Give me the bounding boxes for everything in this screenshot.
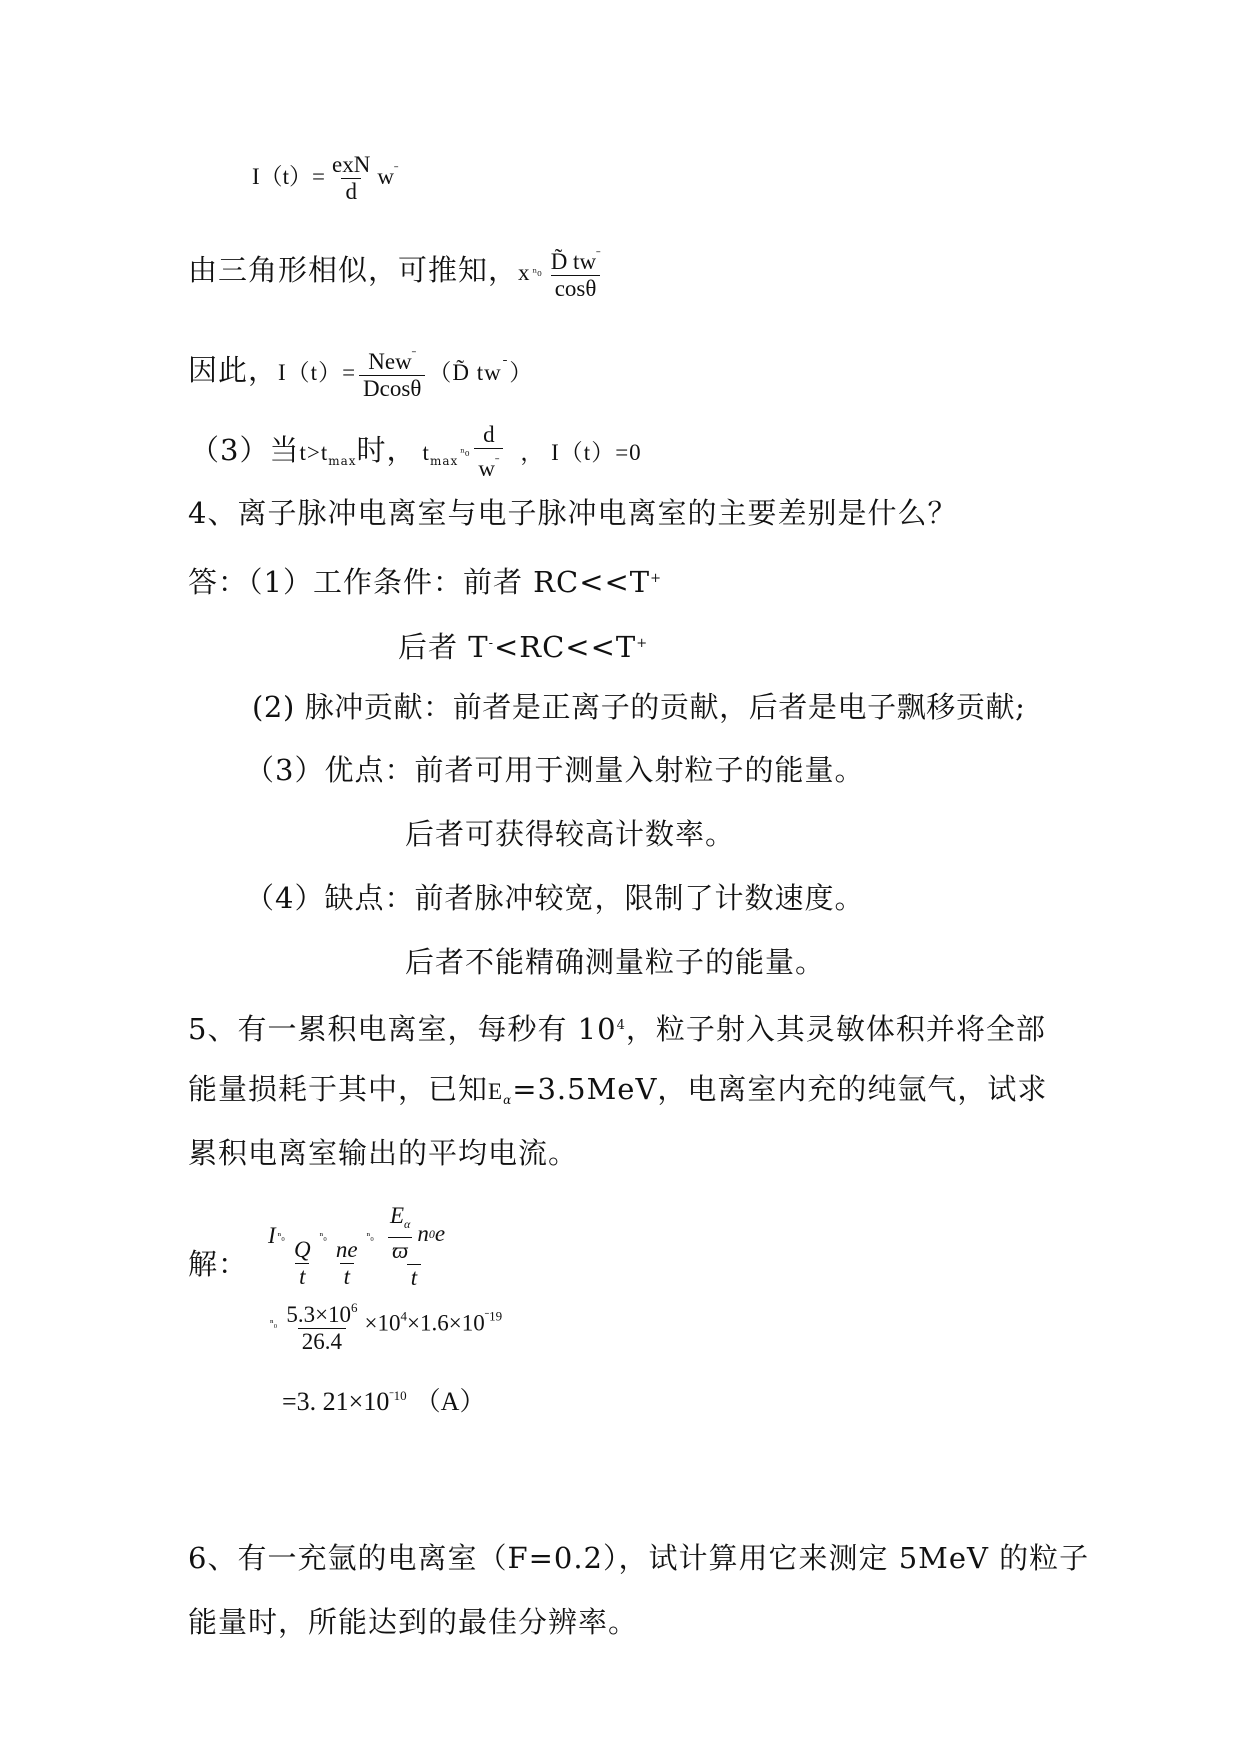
fraction <box>359 343 425 401</box>
question-5-line1 <box>188 1008 1046 1047</box>
inner-den: ϖ <box>388 1237 412 1263</box>
cond: t>t <box>299 440 329 465</box>
sub: α <box>503 1093 513 1107</box>
text-therefore <box>188 343 533 401</box>
text: 答：（1）工作条件：前者 RC<<T <box>188 565 651 599</box>
mark: ˉ <box>393 162 399 177</box>
var-x: x <box>518 260 531 285</box>
num-text: New <box>368 349 412 374</box>
inner-fraction <box>386 1204 414 1263</box>
text: 后者 T <box>398 630 489 664</box>
numerator <box>364 343 420 375</box>
denominator: t <box>295 1263 309 1289</box>
var-t: t <box>422 440 430 465</box>
mark: ˉ <box>501 359 510 374</box>
sub: α <box>404 1217 411 1231</box>
sup: 6 <box>351 1300 358 1315</box>
dots-mark: ⁿ₀ <box>319 1230 327 1242</box>
denominator: t <box>407 1264 421 1290</box>
num-text: D̃ tw <box>550 249 597 274</box>
sup: 4 <box>616 1018 626 1033</box>
var-I: I <box>268 1223 276 1248</box>
solution-eq-3 <box>282 1378 485 1420</box>
denominator: Dcosθ <box>359 375 425 401</box>
answer-4: （4）缺点：前者脉冲较宽，限制了计数速度。 <box>245 881 865 915</box>
numerator: exN <box>332 152 371 178</box>
dots-mark: ⁿ₀ <box>277 1230 285 1242</box>
text: ×1.6×10 <box>407 1310 485 1336</box>
numerator: ne <box>335 1237 358 1262</box>
question-4: 4、离子脉冲电离室与电子脉冲电离室的主要差别是什么？ <box>188 496 958 530</box>
text: =3.5MeV，电离室内充的纯氩气，试求 <box>512 1072 1048 1106</box>
var-E: E <box>389 1203 405 1228</box>
text: ×10 <box>364 1310 401 1336</box>
text: <RC<<T <box>493 630 637 664</box>
numerator: Q <box>293 1237 311 1262</box>
answer-2: (2) 脉冲贡献：前者是正离子的贡献，后者是电子飘移贡献; <box>252 690 1026 724</box>
question-5-line3: 累积电离室输出的平均电流。 <box>188 1136 579 1170</box>
text: 5、有一累积电离室，每秒有 10 <box>188 1012 617 1046</box>
solution-eq-1 <box>268 1192 452 1290</box>
dots-mark: ⁿ₀ <box>366 1230 374 1242</box>
sup: - <box>488 636 494 651</box>
sup: 10 <box>393 1388 407 1403</box>
text: （3）当 <box>190 433 300 467</box>
text: =3. 21×10 <box>282 1387 390 1416</box>
tail: ， I（t）=0 <box>520 440 642 465</box>
denominator: 26.4 <box>298 1328 346 1354</box>
sub: max <box>328 454 357 468</box>
var-E: E <box>488 1079 504 1104</box>
text: 能量损耗于其中，已知 <box>188 1072 489 1106</box>
eq-lhs: I（t）= <box>252 164 326 189</box>
mark: ˉ <box>495 454 500 469</box>
num-text: 5.3×10 <box>286 1302 352 1327</box>
sub: 0 <box>428 1226 435 1241</box>
denominator: cosθ <box>551 275 601 301</box>
solution-label: 解： <box>188 1247 249 1281</box>
fraction-Q-t <box>290 1238 315 1289</box>
fraction <box>474 423 503 481</box>
fraction-compound <box>379 1204 449 1290</box>
var-e: e <box>434 1220 446 1246</box>
text: 时， <box>356 433 417 467</box>
denominator <box>474 448 503 481</box>
var-n: n <box>417 1220 429 1246</box>
numerator <box>379 1204 449 1264</box>
sup: + <box>636 636 649 651</box>
text-triangle-similarity <box>188 243 607 301</box>
text: 因此， <box>188 353 279 387</box>
paren-close: ） <box>509 360 534 385</box>
sup: 4 <box>400 1308 408 1324</box>
mark: ˉ <box>484 1308 490 1324</box>
answer-3: （3）优点：前者可用于测量入射粒子的能量。 <box>245 753 865 787</box>
dots-mark: ⁿ₀ <box>460 446 470 459</box>
den-text: w <box>478 456 496 481</box>
numerator <box>547 243 605 275</box>
text: 由三角形相似，可推知， <box>188 253 519 287</box>
paren: （D̃ tw <box>428 360 502 385</box>
sub: max <box>429 454 459 468</box>
answer-1 <box>188 561 662 600</box>
answer-1b <box>398 626 648 665</box>
dots-mark: ⁿ₀ <box>532 266 542 279</box>
text-condition-3 <box>190 423 642 481</box>
sup: 19 <box>489 1308 503 1324</box>
mark: ˉ <box>411 347 417 362</box>
eq-var: w <box>377 164 394 189</box>
question-6-line2: 能量时，所能达到的最佳分辨率。 <box>188 1605 639 1639</box>
answer-3b: 后者可获得较高计数率。 <box>405 817 736 851</box>
text: ，粒子射入其灵敏体积并将全部 <box>625 1012 1046 1046</box>
inner-num <box>386 1204 414 1237</box>
fraction-ne-t <box>332 1238 362 1289</box>
fraction-numeric <box>282 1296 361 1354</box>
numerator: d <box>483 422 495 447</box>
fraction <box>547 243 605 301</box>
answer-4b: 后者不能精确测量粒子的能量。 <box>405 945 826 979</box>
sup: + <box>650 571 663 586</box>
eq-lhs: I（t）= <box>278 360 357 385</box>
denominator: d <box>341 178 361 204</box>
solution-eq-2 <box>268 1296 502 1354</box>
question-5-line2 <box>188 1071 1047 1118</box>
mark: ˉ <box>389 1388 394 1403</box>
numerator <box>282 1296 361 1328</box>
denominator: t <box>340 1263 354 1289</box>
dots-mark: ⁿ₀ <box>270 1317 278 1330</box>
mark: ˉ <box>596 247 601 262</box>
unit: （A） <box>414 1387 486 1416</box>
equation-current <box>252 152 398 204</box>
fraction <box>328 153 374 204</box>
question-6-line1: 6、有一充氩的电离室（F=0.2），试计算用它来测定 5MeV 的粒子 <box>188 1541 1090 1575</box>
